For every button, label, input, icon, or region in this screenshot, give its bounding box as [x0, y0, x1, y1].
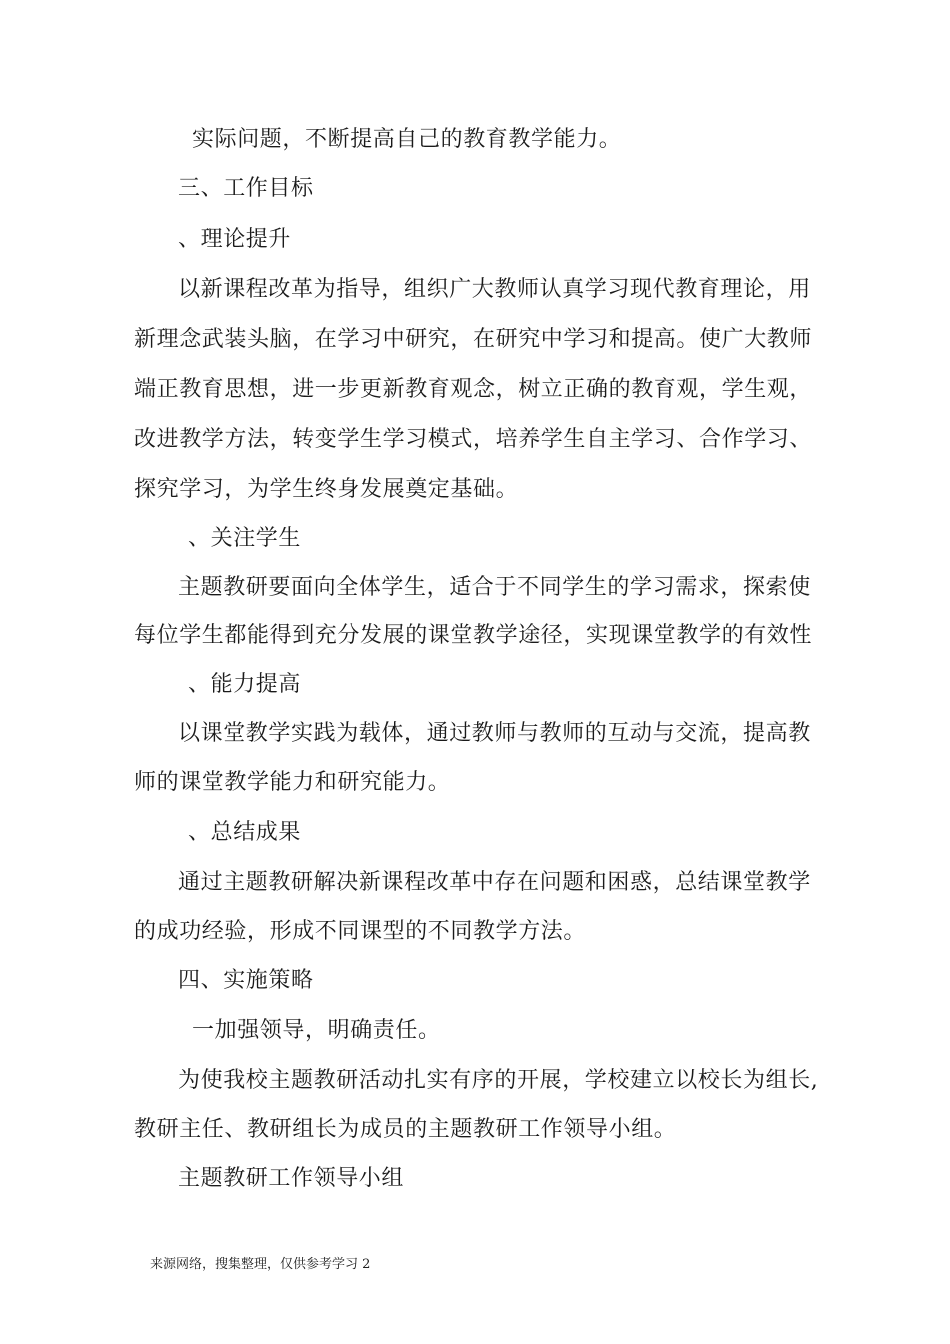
paragraph-line: 改进教学方法，转变学生学习模式，培养学生自主学习、合作学习、	[134, 427, 813, 452]
paragraph-line: 新理念武装头脑，在学习中研究，在研究中学习和提高。使广大教师	[134, 327, 813, 352]
paragraph-line: 教研主任、教研组长为成员的主题教研工作领导小组。	[134, 1117, 677, 1142]
subsection-heading: 、关注学生	[188, 526, 302, 551]
subsection-heading: 、能力提高	[188, 672, 302, 697]
paragraph-line: 实际问题，不断提高自己的教育教学能力。	[192, 127, 622, 152]
paragraph-line: 主题教研工作领导小组	[178, 1166, 405, 1191]
page-footer: 来源网络，搜集整理，仅供参考学习 2	[150, 1257, 371, 1272]
paragraph-line: 每位学生都能得到充分发展的课堂教学途径，实现课堂教学的有效性	[134, 623, 813, 648]
subsection-heading: 、总结成果	[188, 820, 302, 845]
paragraph-line: 探究学习，为学生终身发展奠定基础。	[134, 477, 519, 502]
section-heading: 三、工作目标	[178, 176, 314, 201]
paragraph-line: 主题教研要面向全体学生，适合于不同学生的学习需求，探索使	[178, 575, 811, 600]
paragraph-line: 端正教育思想，进一步更新教育观念，树立正确的教育观，学生观，	[134, 377, 813, 402]
section-heading: 四、实施策略	[178, 968, 314, 993]
paragraph-line: 师的课堂教学能力和研究能力。	[134, 770, 451, 795]
paragraph-line: 通过主题教研解决新课程改革中存在问题和困惑，总结课堂教学	[178, 870, 811, 895]
paragraph-line: 以新课程改革为指导，组织广大教师认真学习现代教育理论，用	[178, 277, 811, 302]
paragraph-line: 为使我校主题教研活动扎实有序的开展，学校建立以校长为组长,	[178, 1068, 819, 1093]
paragraph-line: 以课堂教学实践为载体，通过教师与教师的互动与交流，提高教	[178, 721, 811, 746]
subsection-heading: 一加强领导，明确责任。	[192, 1018, 441, 1043]
subsection-heading: 、理论提升	[178, 227, 292, 252]
paragraph-line: 的成功经验，形成不同课型的不同教学方法。	[134, 919, 587, 944]
